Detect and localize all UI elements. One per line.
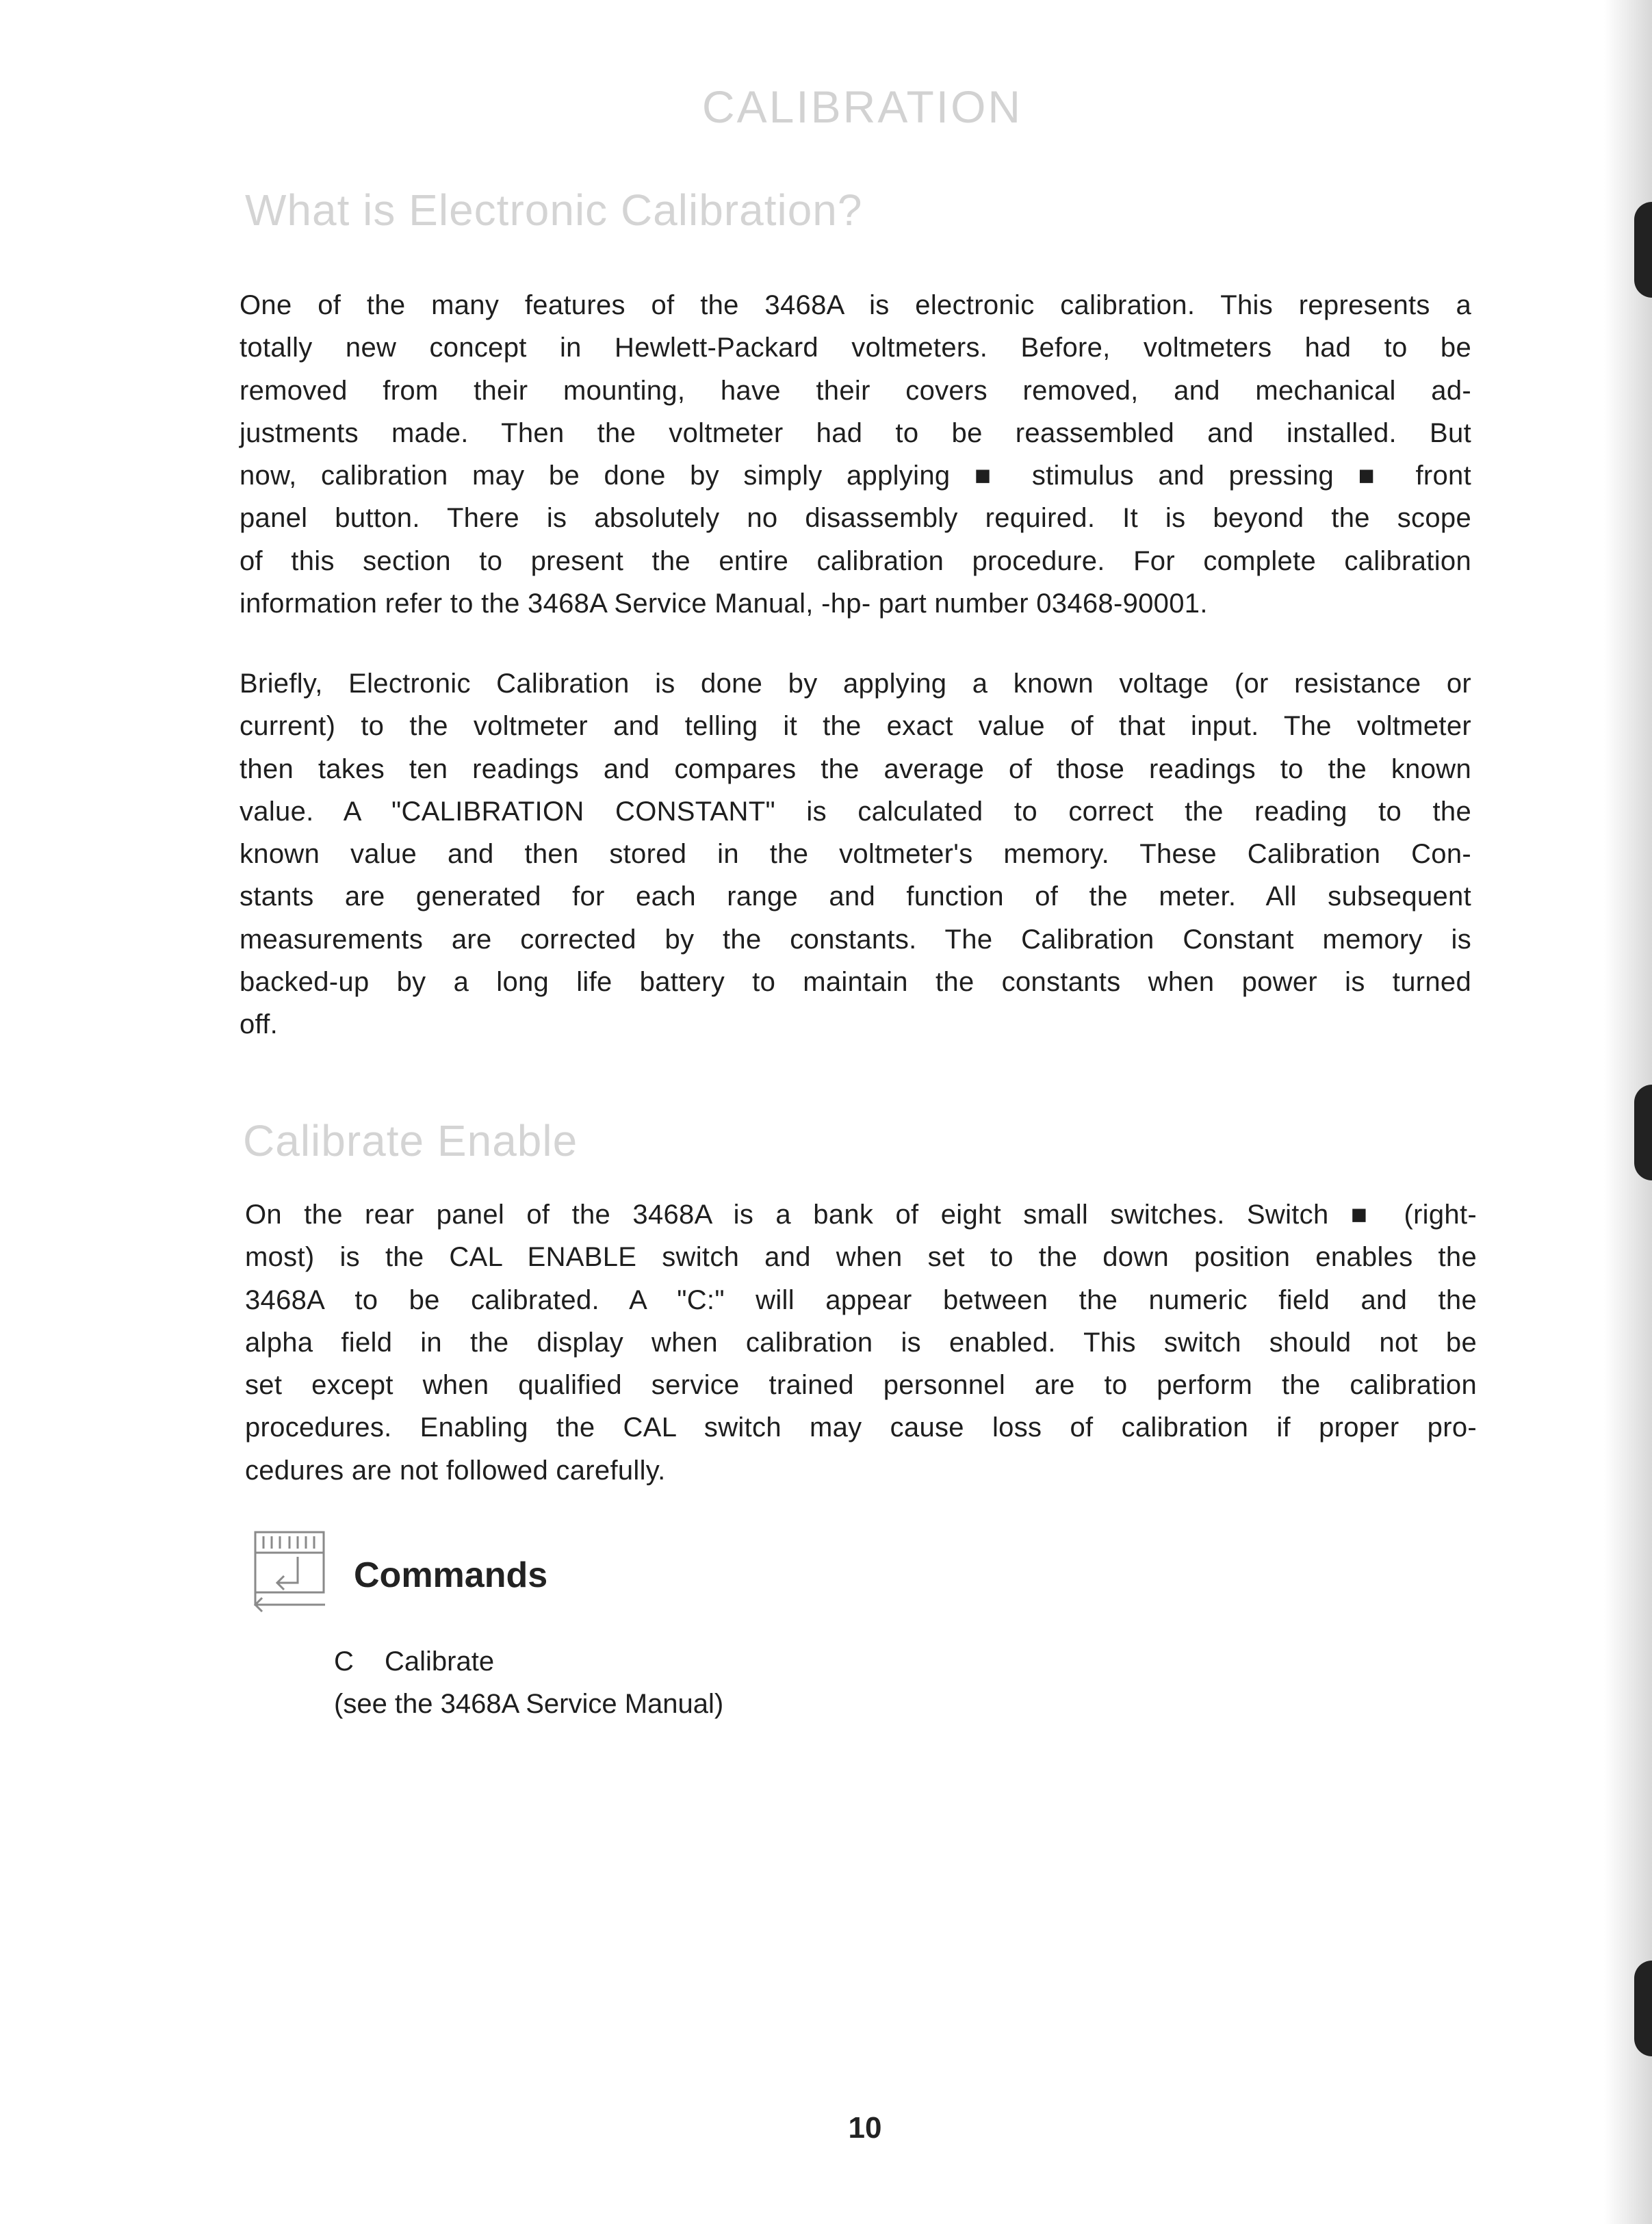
paragraph-calibrate-enable: [245, 1193, 1477, 1492]
text-line: now, calibration may be done by simply applying ■ stimulus and pressing ■ front: [240, 461, 1471, 491]
text-line: cedures are not followed carefully.: [245, 1455, 666, 1486]
binder-hole-bottom: [1634, 1961, 1652, 2056]
text-line: 3468A to be calibrated. A "C:" will appear between the numeric field and the: [245, 1284, 1477, 1315]
command-label: Calibrate: [385, 1646, 495, 1677]
text-line: totally new concept in Hewlett-Packard voltmeters. Before, voltmeters had to be: [240, 333, 1471, 363]
text-line: panel button. There is absolutely no disassembly required. It is beyond the scope: [240, 503, 1471, 534]
text-line: backed-up by a long life battery to maintain the constants when power is turned: [240, 967, 1471, 998]
page-title: CALIBRATION: [701, 81, 1023, 132]
text-line: On the rear panel of the 3468A is a bank of eight small switches. Switch ■ (right-: [245, 1200, 1477, 1230]
binder-hole-middle: [1634, 1085, 1652, 1180]
paragraph-briefly: [240, 662, 1471, 1046]
text-line: off.: [240, 1009, 279, 1040]
text-line: removed from their mounting, have their covers removed, and mechanical ad-: [240, 375, 1471, 406]
text-line: current) to the voltmeter and telling it the exact value of that input. The voltmeter: [240, 711, 1471, 742]
text-line: set except when qualified service trained personnel are to perform the calibration: [245, 1370, 1477, 1401]
commands-heading: Commands: [354, 1555, 548, 1595]
page-number: 10: [848, 2111, 882, 2145]
command-code: C: [334, 1646, 354, 1677]
text-line: Briefly, Electronic Calibration is done by applying a known voltage (or resistance or: [240, 669, 1471, 699]
section-heading-electronic-calibration: What is Electronic Calibration?: [245, 185, 863, 235]
text-line: of this section to present the entire calibration procedure. For complete calibration: [240, 545, 1471, 576]
text-line: most) is the CAL ENABLE switch and when set to the down position enables the: [245, 1242, 1477, 1273]
hp-ib-connector-icon: [250, 1529, 332, 1618]
text-line: value. A "CALIBRATION CONSTANT" is calculated to correct the reading to the: [240, 796, 1471, 827]
binder-hole-top: [1634, 202, 1652, 298]
text-line: information refer to the 3468A Service Manual, -hp- part number 03468-90001.: [240, 589, 1208, 619]
text-line: stants are generated for each range and function of the meter. All subsequent: [240, 881, 1471, 912]
text-line: measurements are corrected by the constants. The Calibration Constant memory is: [240, 924, 1471, 955]
text-line: known value and then stored in the voltmeter's memory. These Calibration Con-: [240, 839, 1471, 870]
command-note: (see the 3468A Service Manual): [334, 1689, 724, 1719]
text-line: One of the many features of the 3468A is electronic calibration. This represents a: [240, 290, 1471, 320]
text-line: justments made. Then the voltmeter had to be reassembled and installed. But: [240, 417, 1471, 448]
command-item-calibrate: [334, 1646, 494, 1677]
section-heading-calibrate-enable: Calibrate Enable: [243, 1116, 578, 1165]
text-line: alpha field in the display when calibration is enabled. This switch should not be: [245, 1327, 1477, 1358]
text-line: procedures. Enabling the CAL switch may cause loss of calibration if proper pro-: [245, 1412, 1477, 1443]
text-line: then takes ten readings and compares the average of those readings to the known: [240, 753, 1471, 784]
paragraph-electronic-calibration: [240, 284, 1471, 625]
